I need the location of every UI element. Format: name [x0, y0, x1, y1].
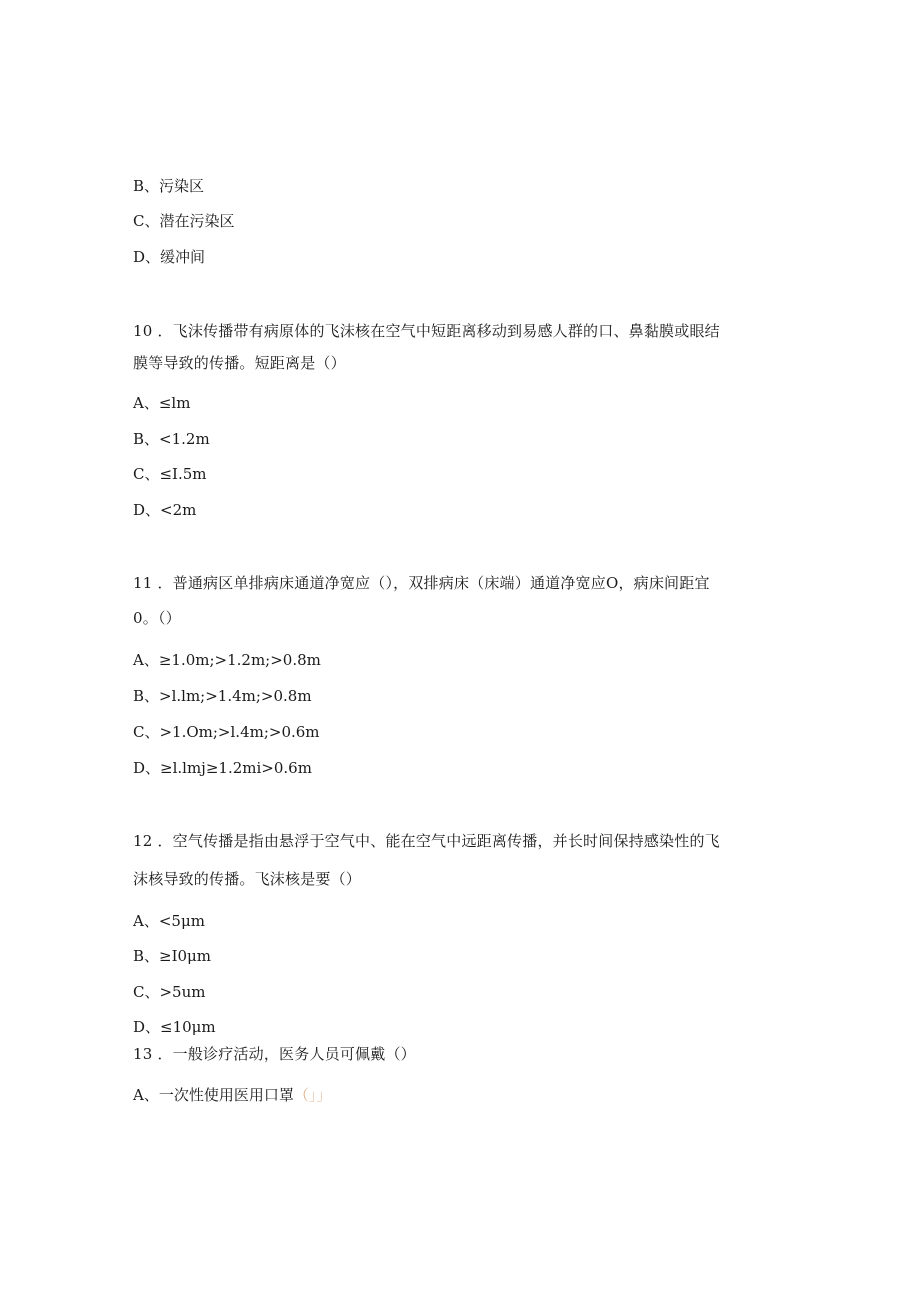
q10-option-d: D、<2m: [133, 501, 197, 519]
q12-option-d: D、≤10μm: [133, 1018, 216, 1036]
q10-stem-line1: 10 ．飞沫传播带有病原体的飞沫核在空气中短距离移动到易感人群的口、鼻黏膜或眼结: [133, 322, 720, 340]
q11-stem-line2: 0。（）: [133, 609, 181, 627]
q11-option-c: C、>1.Om;>l.4m;>0.6m: [133, 723, 320, 741]
q10-option-c: C、≤I.5m: [133, 465, 207, 483]
q9-option-d: D、缓冲间: [133, 248, 206, 266]
q11-option-d: D、≥l.lmj≥1.2mi>0.6m: [133, 759, 312, 777]
q12-stem-line1: 12 ．空气传播是指由悬浮于空气中、能在空气中远距离传播，并长时间保持感染性的飞: [133, 832, 720, 850]
q9-option-b: B、污染区: [133, 177, 205, 195]
q12-option-c: C、>5um: [133, 983, 206, 1001]
q13-option-a-text: A、一次性使用医用口罩: [133, 1086, 294, 1104]
q13-stem-line1: 13 ．一般诊疗活动，医务人员可佩戴（）: [133, 1045, 416, 1063]
q13-option-a: [133, 1085, 331, 1105]
q10-option-a: A、≤lm: [133, 394, 191, 412]
q9-option-c: C、潜在污染区: [133, 212, 235, 230]
q12-option-a: A、<5μm: [133, 912, 205, 930]
q11-option-a: A、≥1.0m;>1.2m;>0.8m: [133, 651, 321, 669]
q11-stem-line1: 11 ．普通病区单排病床通道净宽应（），双排病床（床端）通道净宽应O，病床间距宜: [133, 574, 710, 592]
q12-option-b: B、≥I0μm: [133, 947, 212, 965]
q12-stem-line2: 沫核导致的传播。飞沫核是要（）: [133, 870, 362, 888]
q11-option-b: B、>l.lm;>1.4m;>0.8m: [133, 687, 312, 705]
q10-stem-line2: 膜等导致的传播。短距离是（）: [133, 354, 346, 372]
q13-option-a-mark: （」」: [293, 1086, 332, 1104]
q10-option-b: B、<1.2m: [133, 430, 210, 448]
